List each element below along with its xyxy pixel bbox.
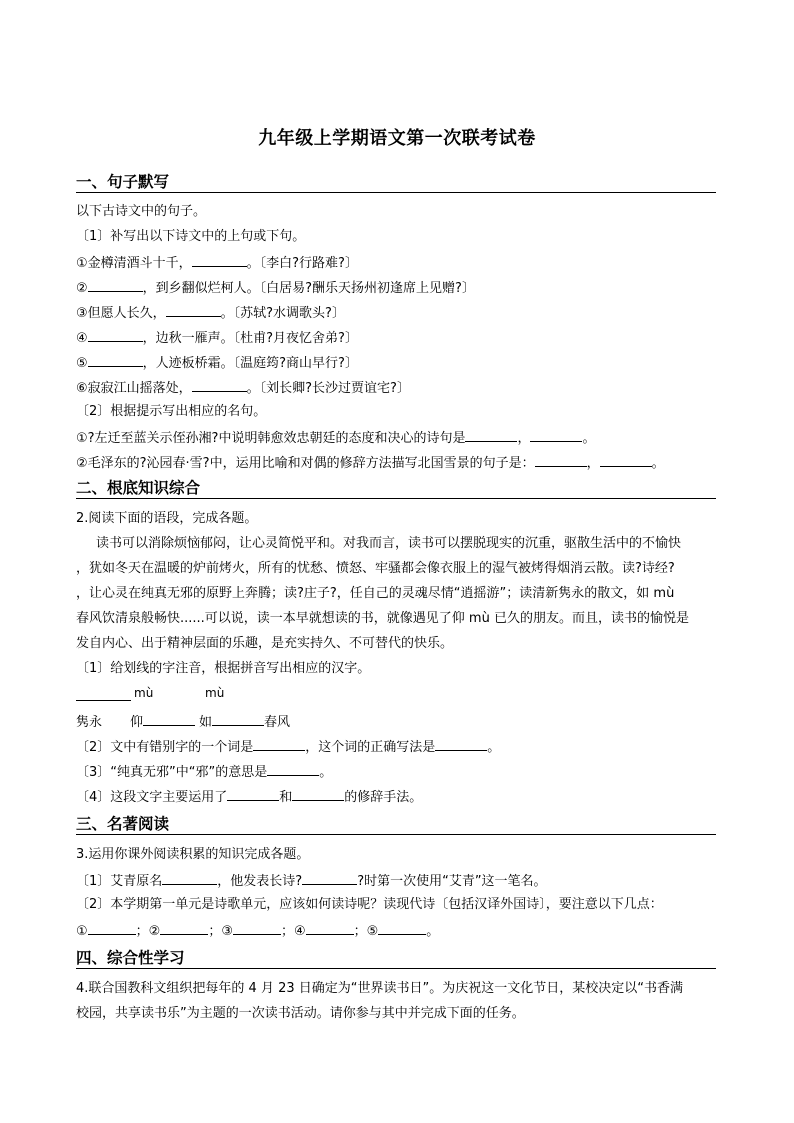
section-divider (76, 834, 716, 835)
question-line: 〔1〕给划线的字注音，根据拼音写出相应的汉字。 (76, 661, 371, 676)
word-item: 春风 (264, 715, 291, 730)
poem-source: ，人迹板桥霜。〔温庭筠?商山早行?〕 (142, 356, 358, 371)
prompt-text: 〔1〕艾青原名 (76, 874, 163, 889)
prompt-text: ?时第一次使用“艾青”这一笔名。 (357, 874, 547, 889)
passage-line: 校园，共享读书乐”为主题的一次读书活动。请你参与其中并完成下面的任务。 (76, 1006, 525, 1021)
poem-text: ①金樽清酒斗十千， (76, 256, 192, 271)
prompt-text: ① (76, 924, 88, 939)
poem-text: ⑥寂寂江山摇落处， (76, 381, 192, 396)
answer-blank[interactable] (535, 454, 587, 467)
prompt-text: ；⑤ (353, 924, 379, 939)
passage-line: 春风饮清泉般畅快......可以说，读一本早就想读的书，就像遇见了仰 mù 已久的朋友。而且，读书的愉悦是 (76, 611, 689, 626)
page-title: 九年级上学期语文第一次联考试卷 (258, 128, 536, 149)
prompt-text: ，这个词的正确写法是 (305, 740, 436, 755)
punctuation: 。 (319, 765, 333, 780)
passage-line: 发自内心、出于精神层面的乐趣，是充实持久、不可替代的快乐。 (76, 636, 454, 651)
poem-line (76, 304, 345, 322)
poem-line (76, 379, 410, 397)
answer-blank[interactable] (233, 922, 281, 935)
punctuation: 。 (582, 431, 596, 446)
poem-text: ② (76, 281, 88, 296)
question-line: 2.阅读下面的语段，完成各题。 (76, 511, 258, 526)
answer-blank[interactable] (88, 922, 136, 935)
question-line (76, 738, 500, 756)
pinyin-label: mù (205, 686, 225, 700)
answer-blank[interactable] (143, 713, 195, 726)
pinyin-label: mù (134, 686, 154, 700)
answer-blank[interactable] (435, 738, 487, 751)
prompt-text: 和 (279, 790, 293, 805)
answer-blank[interactable] (378, 922, 426, 935)
answer-blank[interactable] (88, 279, 143, 292)
section-heading-2: 二、根底知识综合 (76, 479, 201, 497)
word-item: 隽永 (76, 715, 103, 730)
poem-source: 。〔苏轼?水调歌头?〕 (220, 306, 345, 321)
poem-line (76, 354, 358, 372)
answer-blank[interactable] (88, 329, 143, 342)
question-line: 〔2〕本学期第一单元是诗歌单元，应该如何读诗呢？读现代诗〔包括汉译外国诗〕，要注意以下几点： (76, 897, 663, 912)
prompt-text: 的修辞手法。 (344, 790, 423, 805)
answer-blank[interactable] (166, 304, 221, 317)
answer-blank[interactable] (160, 922, 208, 935)
poem-text: ③但愿人长久， (76, 306, 166, 321)
question-line (76, 788, 422, 806)
section-divider (76, 498, 716, 499)
famous-line (76, 429, 596, 447)
question-line (76, 763, 332, 781)
famous-line (76, 454, 665, 472)
section-heading-1: 一、句子默写 (76, 173, 170, 191)
passage-line: ，犹如冬天在温暖的炉前烤火，所有的忧愁、愤怒、牢骚都会像衣服上的湿气被烤得烟消云散。读?诗经? (76, 561, 675, 576)
poem-source: ，到乡翻似烂柯人。〔白居易?酬乐天扬州初逢席上见赠?〕 (142, 281, 475, 296)
word-line (76, 713, 290, 731)
question-line: 3.运用你课外阅读积累的知识完成各题。 (76, 847, 310, 862)
answer-blank[interactable] (302, 872, 357, 885)
answer-blank[interactable] (192, 254, 247, 267)
prompt-text: 〔3〕“纯真无邪”中“邪”的意思是 (76, 765, 268, 780)
poem-line (76, 254, 358, 272)
prompt-text: 〔2〕文中有错别字的一个词是 (76, 740, 254, 755)
prompt-text: ①?左迁至蓝关示侄孙湘?中说明韩愈效忠朝廷的态度和决心的诗句是 (76, 431, 466, 446)
prompt-text: ；④ (280, 924, 306, 939)
answer-line (76, 922, 439, 940)
punctuation: ， (517, 431, 531, 446)
answer-blank[interactable] (530, 429, 582, 442)
word-item: 如 (199, 715, 213, 730)
answer-blank[interactable] (306, 922, 354, 935)
answer-blank[interactable] (192, 379, 247, 392)
prompt-text: ，他发表长诗? (217, 874, 303, 889)
passage-line: 读书可以消除烦恼郁闷，让心灵简悦平和。对我而言，读书可以摆脱现实的沉重，驱散生活中的不愉快 (96, 536, 682, 551)
section-heading-4: 四、综合性学习 (76, 949, 185, 967)
answer-blank[interactable] (267, 763, 319, 776)
poem-source: ，边秋一雁声。〔杜甫?月夜忆舍弟?〕 (142, 331, 358, 346)
prompt-text: ；③ (208, 924, 233, 939)
question-line: 〔1〕补写出以下诗文中的上句或下句。 (76, 229, 306, 244)
answer-blank[interactable] (227, 788, 279, 801)
poem-line (76, 329, 358, 347)
punctuation: 。 (487, 740, 501, 755)
poem-source: 。〔李白?行路难?〕 (246, 256, 358, 271)
punctuation: 。 (426, 924, 440, 939)
answer-blank[interactable] (76, 688, 131, 701)
answer-blank[interactable] (292, 788, 344, 801)
prompt-text: ；② (135, 924, 161, 939)
punctuation: 。 (651, 456, 665, 471)
passage-line: ，让心灵在纯真无邪的原野上奔腾；读?庄子?，任自己的灵魂尽情“逍摇游”；读清新隽永的散文，如 mù (76, 586, 675, 601)
section-divider (76, 968, 716, 969)
prompt-text: ②毛泽东的?沁园春·雪?中，运用比喻和对偶的修辞方法描写北国雪景的句子是： (76, 456, 535, 471)
passage-line: 4.联合国教科文组织把每年的 4 月 23 日确定为“世界读书日”。为庆祝这一文化节日，某校决定以“书香满 (76, 981, 683, 996)
section-divider (76, 192, 716, 193)
answer-blank[interactable] (465, 429, 517, 442)
section-heading-3: 三、名著阅读 (76, 815, 170, 833)
intro-line: 以下古诗文中的句子。 (76, 204, 207, 219)
question-line (76, 872, 547, 890)
poem-text: ④ (76, 331, 88, 346)
answer-blank[interactable] (600, 454, 652, 467)
punctuation: ， (586, 456, 600, 471)
poem-source: 。〔刘长卿?长沙过贾谊宅?〕 (246, 381, 410, 396)
answer-blank[interactable] (253, 738, 305, 751)
question-line: 〔2〕根据提示写出相应的名句。 (76, 404, 267, 419)
answer-blank[interactable] (88, 354, 143, 367)
poem-line (76, 279, 475, 297)
prompt-text: 〔4〕这段文字主要运用了 (76, 790, 228, 805)
poem-text: ⑤ (76, 356, 88, 371)
answer-blank[interactable] (212, 713, 264, 726)
word-item: 仰 (130, 715, 144, 730)
answer-blank[interactable] (162, 872, 217, 885)
pinyin-line (76, 688, 131, 706)
